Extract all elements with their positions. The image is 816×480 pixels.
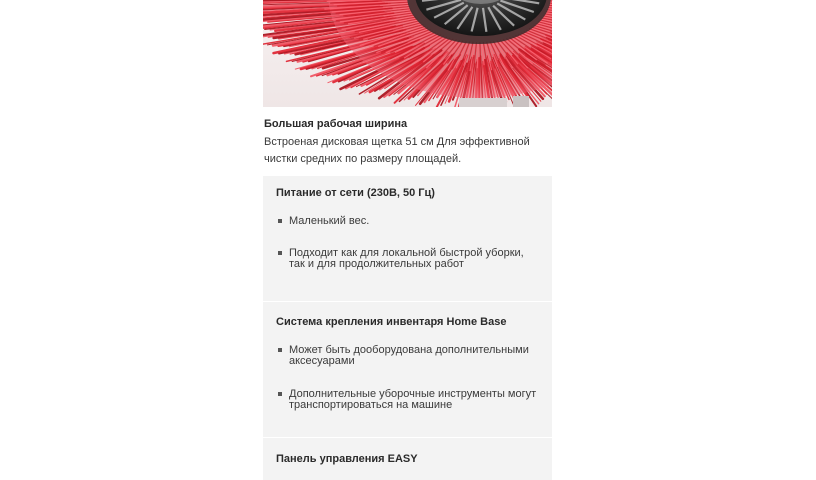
panel-mains-power[interactable] <box>263 176 552 301</box>
panel-title: Система крепления инвентаря Home Base <box>276 316 507 328</box>
list-item <box>276 345 540 367</box>
list-item <box>276 216 540 227</box>
bullet-icon <box>278 219 282 223</box>
feature-title: Большая рабочая ширина <box>264 118 408 130</box>
disc-brush-icon <box>263 0 552 107</box>
bullet-icon <box>278 251 282 255</box>
bullet-text: Дополнительные уборочные инструменты могут транспортироваться на машине <box>289 388 537 411</box>
feature-column <box>263 0 552 168</box>
panel-title: Панель управления EASY <box>276 453 418 465</box>
panel-title: Питание от сети (230В, 50 Гц) <box>276 187 435 199</box>
panel-easy-control[interactable] <box>263 437 552 480</box>
list-item <box>276 389 540 411</box>
bullet-list <box>276 345 540 411</box>
bullet-icon <box>278 392 282 396</box>
bullet-text: Подходит как для локальной быстрой уборки, так и для продолжительных работ <box>289 247 524 270</box>
panel-home-base[interactable] <box>263 301 552 437</box>
bullet-text: Маленький вес. <box>289 215 370 227</box>
feature-panels <box>263 176 552 480</box>
feature-description: Встроеная дисковая щетка 51 см Для эффективной чистки средних по размеру площадей. <box>264 136 530 165</box>
bullet-icon <box>278 348 282 352</box>
bullet-list <box>276 216 540 270</box>
bullet-text: Может быть дооборудована дополнительными аксесуарами <box>289 344 529 367</box>
disc-brush-image <box>263 0 552 107</box>
list-item <box>276 248 540 270</box>
